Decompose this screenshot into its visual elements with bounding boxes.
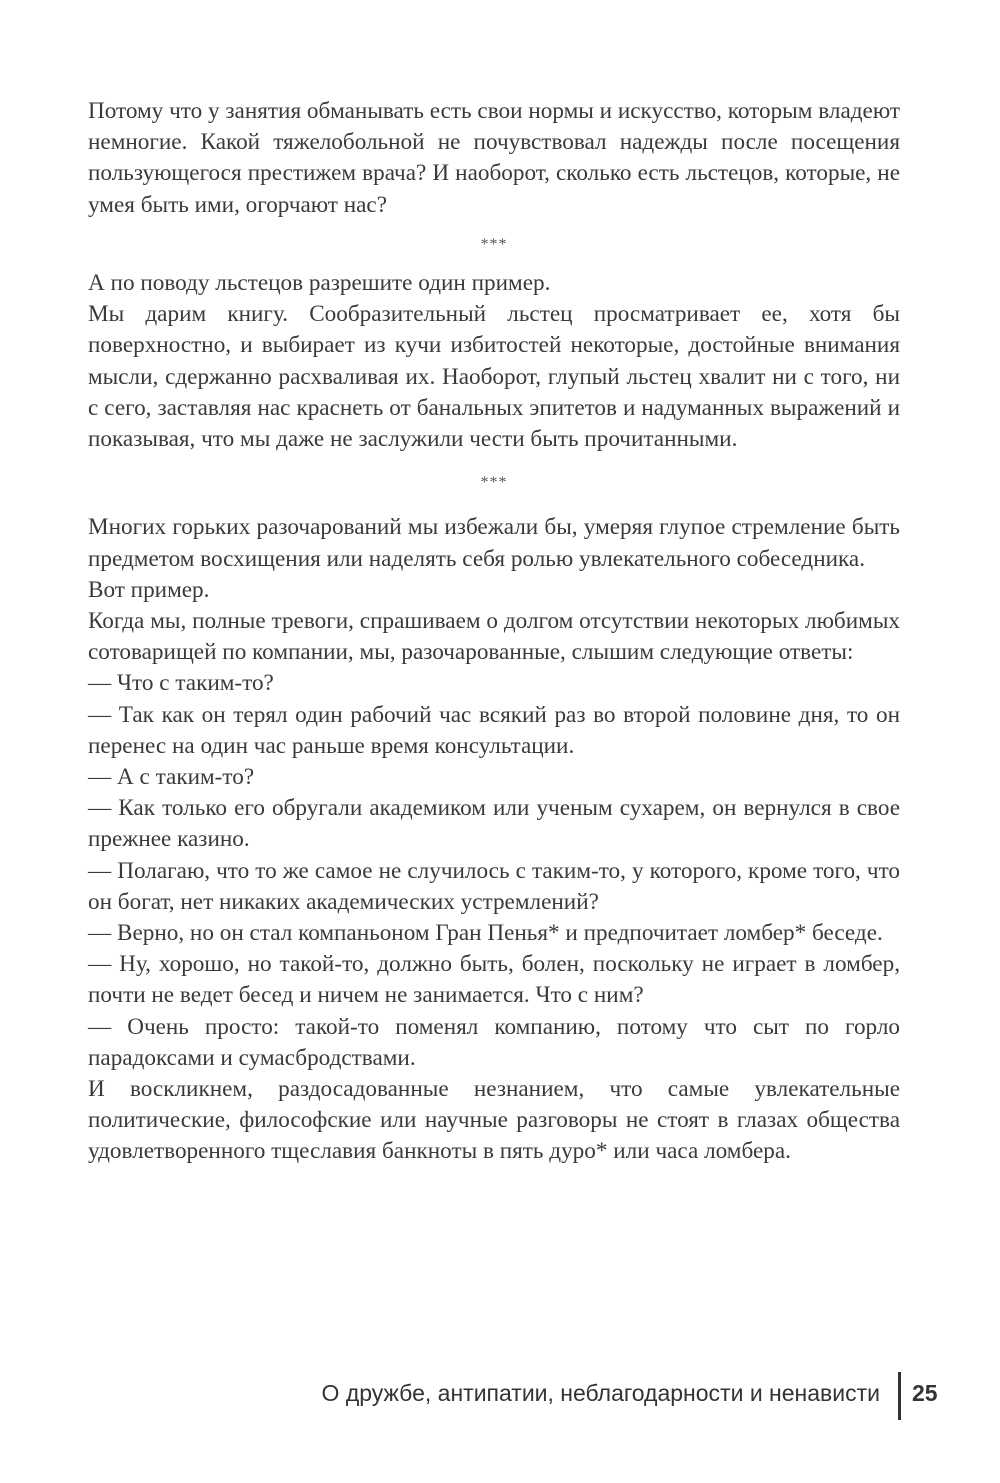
paragraph: Вот пример. <box>88 576 210 603</box>
paragraph: Потому что у занятия обманывать есть свои нормы и искусство, которым владеют немногие. Какой тяжелобольной не почувствовал надежды после посещения пользующегося престижем врача? И наоборот, сколько есть льстецов, которые, не умея быть ими, огорчают нас? <box>88 98 900 218</box>
dialogue-line: — Что с таким-то? <box>88 670 274 697</box>
dialogue-line: — Очень просто: такой-то поменял компанию, потому что сыт по горло парадоксами и сумасбродствами. <box>88 1013 900 1071</box>
dialogue-line: — А с таким-то? <box>88 764 255 791</box>
paragraph: Многих горьких разочарований мы избежали бы, умеряя глупое стремление быть предметом восхищения или наделять себя ролью увлекательного собеседника. <box>88 514 900 572</box>
dialogue-line: — Ну, хорошо, но такой-то, должно быть, болен, поскольку не играет в ломбер, почти не ведет бесед и ничем не занимается. Что с ним? <box>88 951 900 1009</box>
running-title: О дружбе, антипатии, неблагодарности и ненависти <box>321 1380 880 1406</box>
section-separator: *** <box>480 235 508 253</box>
page-number: 25 <box>912 1380 938 1406</box>
dialogue-line: — Верно, но он стал компаньоном Гран Пенья* и предпочитает ломбер* беседе. <box>88 920 883 947</box>
section-separator: *** <box>480 474 508 492</box>
body-text <box>88 96 900 1168</box>
dialogue-line: — Как только его обругали академиком или ученым сухарем, он вернулся в свое прежнее казино. <box>88 795 900 853</box>
dialogue-line: — Полагаю, что то же самое не случилось с таким-то, у которого, кроме того, что он богат, нет никаких академических устремлений? <box>88 857 900 915</box>
paragraph: Когда мы, полные тревоги, спрашиваем о долгом отсутствии некоторых любимых сотоварищей по компании, мы, разочарованные, слышим следующие ответы: <box>88 608 900 666</box>
paragraph: А по поводу льстецов разрешите один пример. <box>88 270 551 296</box>
paragraph: Мы дарим книгу. Сообразительный льстец просматривает ее, хотя бы поверхностно, и выбирает из кучи избитостей некоторые, достойные внимания мысли, сдержанно расхваливая их. Наоборот, глупый льстец хвалит ни с того, ни с сего, заставляя нас краснеть от банальных эпитетов и надуманных выражений и показывая, что мы даже не заслужили чести быть прочитанными. <box>88 301 900 453</box>
page-footer <box>0 1372 1000 1428</box>
dialogue-line: — Так как он терял один рабочий час всякий раз во второй половине дня, то он перенес на один час раньше время консультации. <box>88 701 900 759</box>
footer-divider <box>898 1372 901 1420</box>
paragraph: И воскликнем, раздосадованные незнанием, что самые увлекательные политические, философские или научные разговоры не стоят в глазах общества удовлетворенного тщеславия банкноты в пять дуро* или часа ломбера. <box>88 1076 900 1165</box>
